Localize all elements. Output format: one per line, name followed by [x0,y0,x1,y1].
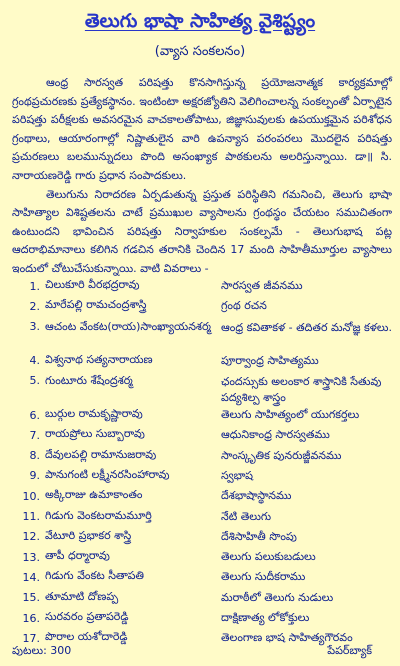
list-item [18,371,392,405]
list-item [18,506,392,526]
item-number: 14. [22,570,40,584]
author-name: విశ్వనాథ సత్యనారాయణ [45,352,153,366]
item-number: 16. [22,611,40,625]
list-item [18,608,392,628]
page-title: తెలుగు భాషా సాహిత్య వైశిష్ట్యం [84,10,316,32]
item-number: 17. [22,631,40,645]
item-number: 9. [29,469,40,483]
essay-title: దేశభాషాస్థానము [221,489,292,503]
author-name: సురవరం ప్రతాపరెడ్డి [45,610,129,623]
essay-title: తెలంగాణ భాష సాహిత్యగౌరవం [221,631,353,645]
list-item [18,276,392,296]
author-name: గిడుగు వెంకటరామమూర్తి [45,508,152,522]
item-number: 10. [22,489,40,503]
list-item [18,317,392,351]
essay-title: దాక్షిణాత్య లోకోక్తులు [221,611,310,624]
essay-title: స్వభాష [221,468,253,482]
essay-title: సారస్వత జీవనము [221,279,303,293]
item-number: 15. [22,591,40,605]
intro-text [12,74,392,279]
item-number: 13. [22,550,40,564]
list-item [18,567,392,587]
essay-list [18,276,392,648]
essay-title: ఆధునికాంధ్ర సారస్వతము [221,428,330,442]
essay-title: దేశిసాహితీ సొంపు [221,529,297,543]
item-number: 5. [29,373,40,387]
list-item [18,351,392,371]
author-name: పానుగంటి లక్ష్మీనరసింహారావు [45,467,170,481]
item-number: 7. [29,428,40,442]
page-footer [12,644,388,660]
list-item [18,445,392,465]
essay-title: పూర్వాంధ్ర సాహిత్యము [221,353,319,367]
author-name: గుంటూరు శేషేంద్రశర్మ [45,373,133,387]
list-item [18,588,392,608]
author-name: దేవులపల్లి రామానుజరావు [45,447,157,461]
essay-title: తెలుగు సాహిత్యంలో యుగకర్తలు [221,408,360,422]
item-number: 1. [29,279,40,293]
list-item [18,466,392,486]
author-name: మారేపల్లి రామచంద్రశాస్త్రి [45,298,147,312]
author-name: అక్కిరాజు ఉమాకాంతం [45,488,143,502]
essay-title: ఛందస్సుకు అలంకార శాస్త్రానికి సేతువు పద్యశిల్ప శాస్త్రం [221,374,382,404]
list-item [18,486,392,506]
item-number: 2. [29,299,40,313]
page-count: పుటలు: 300 [12,644,72,657]
item-number: 6. [29,408,40,422]
page-subtitle: (వ్యాస సంకలనం) [154,44,246,59]
author-name: గిడుగు వేంకట సీతాపతి [45,569,145,583]
author-name: వేటూరి ప్రభాకర శాస్త్రి [45,528,132,542]
essay-title: ఆంధ్ర కవితాకళ - తదితర మనోజ్ఞ కళలు. [221,320,392,334]
essay-title: తెలుగు పలుకుబడులు [221,550,316,564]
intro-paragraph: తెలుగును నిరాదరణ ఏర్పడుతున్న ప్రస్తుత పరిస్థితిని గమనించి, తెలుగు భాషా సాహిత్యాల విశిష్టతలను చాటే ప్రముఖుల వ్యాసాలను గ్రంథస్థం చేయటం సముచితంగా ఉంటుందని భావించిన పరిషత్తు నిర్వాహకుల సంకల్పమే - తెలుగుభాష పట్ల ఆదరాభిమానాలు కలిగిన గడచిన తరానికి చెందిన 17 మంది సాహితీమూర్తుల వ్యాసాలు ఇందులో చోటుచేసుకున్నాయి. వాటి వివరాలు - [12,187,392,275]
item-number: 4. [29,354,40,368]
essay-title: మరాఠీలో తెలుగు నుడులు [221,590,334,604]
item-number: 11. [22,510,40,524]
author-name: పొరాల యశోదారెడ్డి [45,630,128,644]
intro-paragraph: ఆంధ్ర సారస్వత పరిషత్తు కొనసాగిస్తున్న ప్రయోజనాత్మక కార్యక్రమాల్లో గ్రంథప్రచురణకు ప్రత్యేకస్థానం. ఇంటింటా అక్షరజ్యోతిని వెలిగించాలన్న సంకల్పంతో ఏర్పాటైన పరిషత్తు పరీక్షలకు అవసరమైన వాచకాలతోపాటు, జిజ్ఞాసువులకు ఉపయుక్తమైన పరిశోధన గ్రంథాలు, ఆయారంగాల్లో నిష్ణాతులైన వారి ఉపన్యాస పరంపరలు మొదలైన పరిషత్తు ప్రచురణలు బలమున్నుదలు పొంది అసంఖ్యాక పాఠకులను అలరిస్తున్నాయి. డా॥ సి. నారాయణరెడ్డి గారు ప్రధాన సంపాదకులు. [12,76,392,182]
essay-title: నేటి తెలుగు [221,509,272,523]
list-item [18,405,392,425]
item-number: 8. [29,449,40,463]
essay-title: గ్రంథ రచన [221,299,267,313]
author-name: తాపీ ధర్మారావు [45,549,110,563]
essay-title: సాంస్కృతిక పునరుజ్జీవనము [221,448,342,462]
author-name: రాయప్రోలు సుబ్బారావు [45,427,145,441]
author-name: తూమాటి దోణప్ప [45,589,119,603]
item-number: 12. [22,530,40,544]
author-name: చిలుకూరి వీరభద్రరావు [45,278,140,292]
binding-type: పేపర్‌బ్యాక్ [327,644,372,657]
essay-title: తెలుగు సుదీకరాము [221,570,306,584]
list-item [18,527,392,547]
list-item [18,296,392,316]
item-number: 3. [29,319,40,333]
list-item [18,425,392,445]
author-name: ఆచంట వేంకట(రాయ)సాంఖ్యాయనశర్మ [45,319,211,333]
list-item [18,547,392,567]
author-name: బుర్గుల రామకృష్ణారావు [45,407,143,421]
